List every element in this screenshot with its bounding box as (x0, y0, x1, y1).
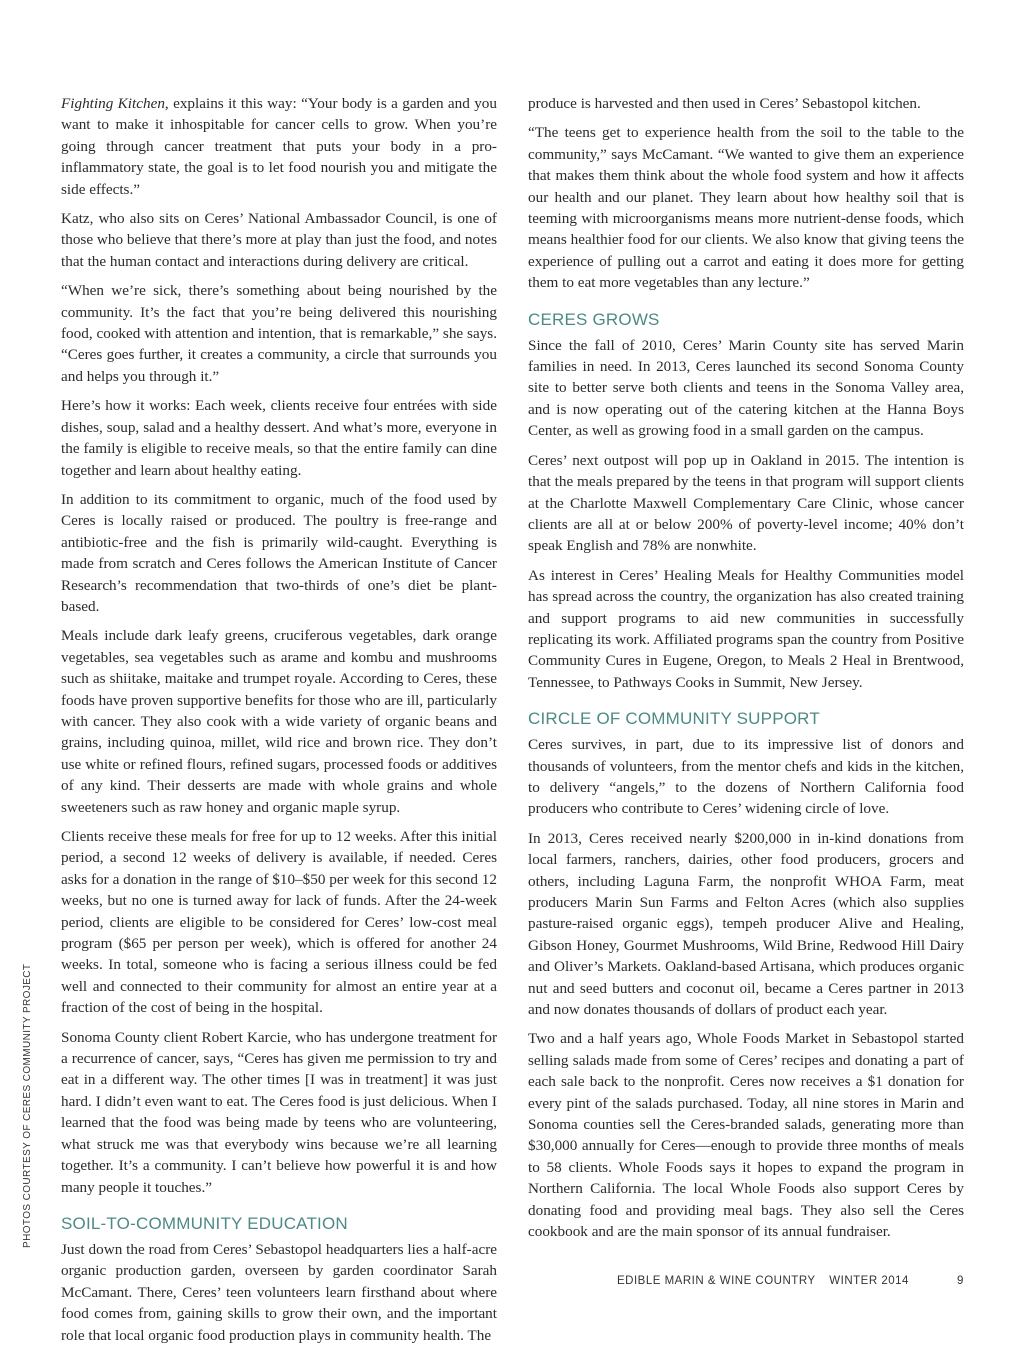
paragraph: Fighting Kitchen, explains it this way: “Your body is a garden and you want to make it inhospitable for cancer cells to grow. When you’re going through cancer treatment that puts your body in a pro-inflammatory state, the goal is to let food nourish you and mitigate the side effects.” (61, 95, 497, 198)
paragraph: Meals include dark leafy greens, cruciferous vegetables, dark orange vegetables, sea vegetables such as arame and kombu and mushrooms such as shiitake, maitake and trumpet royale. According to Ceres, these foods have proven supportive benefits for those who are ill, particularly with cancer. They also cook with a wide variety of organic beans and grains, including quinoa, millet, wild rice and brown rice. They don’t use white or refined flours, refined sugars, processed foods or additives of any kind. Their desserts are made with whole grains and whole sweeteners such as raw honey and organic maple syrup. (61, 627, 497, 816)
paragraph: Katz, who also sits on Ceres’ National Ambassador Council, is one of those who believe that there’s more at play than just the food, and notes that the human contact and interactions during delivery are critical. (61, 210, 497, 270)
paragraph: “When we’re sick, there’s something about being nourished by the community. It’s the fact that you’re being delivered this nourishing food, cooked with attention and intention, that is remarkable,” she says. “Ceres goes further, it creates a community, a circle that surrounds you and helps you through it.” (61, 282, 497, 385)
left-column (61, 93, 497, 1354)
photo-credit: PHOTOS COURTESY OF CERES COMMUNITY PROJECT (22, 963, 33, 1248)
paragraph: produce is harvested and then used in Ceres’ Sebastopol kitchen. (528, 95, 921, 112)
paragraph: Since the fall of 2010, Ceres’ Marin County site has served Marin families in need. In 2013, Ceres launched its second Sonoma County site to better serve both clients and teens in the Sonoma Valley area, and is now operating out of the catering kitchen at the Hanna Boys Center, as well as growing food in a small garden on the campus. (528, 336, 964, 440)
paragraph: Clients receive these meals for free for up to 12 weeks. After this initial period, a second 12 weeks of delivery is available, if needed. Ceres asks for a donation in the range of $10–$50 per week for this second 12 weeks, but no one is turned away for lack of funds. After the 24-week period, clients are eligible to be considered for Ceres’ low-cost meal program ($65 per person per week), which is offered for another 24 weeks. In total, someone who is facing a serious illness could be fed well and connected to their community for almost an entire year at a fraction of the cost of being in the hospital. (61, 828, 497, 1017)
paragraph: “The teens get to experience health from the soil to the table to the community,” says McCamant. “We wanted to give them an experience that makes them think about the whole food system and how it affects our health and our planet. They learn about how healthy soil that is teeming with microorganisms means more nutrient-dense foods, which means healthier food for our clients. We also know that giving teens the experience of pulling out a carrot and eating it does more for getting them to eat more vegetables than any lecture.” (528, 124, 964, 292)
section-heading: SOIL-TO-COMMUNITY EDUCATION (61, 1213, 348, 1233)
paragraph: Here’s how it works: Each week, clients receive four entrées with side dishes, soup, salad and a healthy dessert. And what’s more, everyone in the family is eligible to receive meals, so that the entire family can dine together and learn about healthy eating. (61, 397, 497, 479)
page-footer (617, 1275, 967, 1287)
paragraph: Two and a half years ago, Whole Foods Market in Sebastopol started selling salads made from some of Ceres’ recipes and donating a part of each sale back to the nonprofit. Ceres now receives a $1 donation for every pint of the salads purchased. Today, all nine stores in Marin and Sonoma counties sell the Ceres-branded salads, generating more than $30,000 annually for Ceres—enough to provide three months of meals to 58 clients. Whole Foods says it hopes to expand the program in Northern California. The local Whole Foods also support Ceres by donating food and providing meal bags. They also sell the Ceres cookbook and are the main sponsor of its annual fundraiser. (528, 1030, 964, 1241)
right-column (528, 93, 964, 1251)
paragraph: In 2013, Ceres received nearly $200,000 in in-kind donations from local farmers, ranchers, dairies, other food producers, grocers and others, including Laguna Farm, the nonprofit WHOA Farm, meat producers Marin Sun Farms and Felton Acres (which also supplies pasture-raised organic eggs), tempeh producer Alive and Healing, Gibson Honey, Gourmet Mushrooms, Wild Brine, Redwood Hill Dairy and Oliver’s Markets. Oakland-based Artisana, which produces organic nut and seed butters and coconut oil, became a Ceres partner in 2013 and now donates thousands of dollars of product each year. (528, 829, 964, 1019)
paragraph: Just down the road from Ceres’ Sebastopol headquarters lies a half-acre organic production garden, overseen by garden coordinator Sarah McCamant. There, Ceres’ teen volunteers learn firsthand about where food comes from, gaining skills to grow their own, and the important role that local organic food production plays in community health. The (61, 1240, 497, 1344)
book-title: Fighting Kitchen (61, 95, 165, 112)
paragraph: Ceres survives, in part, due to its impressive list of donors and thousands of volunteers, from the mentor chefs and kids in the kitchen, to delivery “angels,” to the dozens of Northern California food producers who contribute to Ceres’ widening circle of love. (528, 736, 964, 818)
section-heading: CERES GROWS (528, 309, 660, 329)
paragraph: Sonoma County client Robert Karcie, who has undergone treatment for a recurrence of cancer, says, “Ceres has given me permission to try and eat in a different way. The other times [I was in treatment] it was just hard. I didn’t even want to eat. The Ceres food is just delicious. When I learned that the food was being made by teens who are volunteering, what struck me was that everybody wins because we’re all learning together. It’s a community. I can’t believe how powerful it is and how many people it touches.” (61, 1028, 497, 1196)
issue-label: WINTER 2014 (829, 1275, 909, 1287)
section-heading: CIRCLE OF COMMUNITY SUPPORT (528, 709, 820, 729)
paragraph: In addition to its commitment to organic, much of the food used by Ceres is locally raised or produced. The poultry is free-range and antibiotic-free and the fish is primarily wild-caught. Everything is made from scratch and Ceres follows the American Institute of Cancer Research’s recommendation that two-thirds of one’s diet be plant-based. (61, 490, 497, 615)
paragraph: As interest in Ceres’ Healing Meals for Healthy Communities model has spread across the country, the organization has also created training and support programs to aid new communities in successfully replicating its work. Affiliated programs span the country from Positive Community Cures in Eugene, Oregon, to Meals 2 Heal in Brentwood, Tennessee, to Pathways Cooks in Summit, New Jersey. (528, 566, 964, 691)
paragraph: Ceres’ next outpost will pop up in Oakland in 2015. The intention is that the meals prepared by the teens in that program will support clients at the Charlotte Maxwell Complementary Care Clinic, whose cancer clients are all at or below 200% of poverty-level income; 40% don’t speak English and 78% are nonwhite. (528, 451, 964, 555)
publication-name: EDIBLE MARIN & WINE COUNTRY (617, 1275, 816, 1287)
page-number: 9 (957, 1275, 964, 1287)
